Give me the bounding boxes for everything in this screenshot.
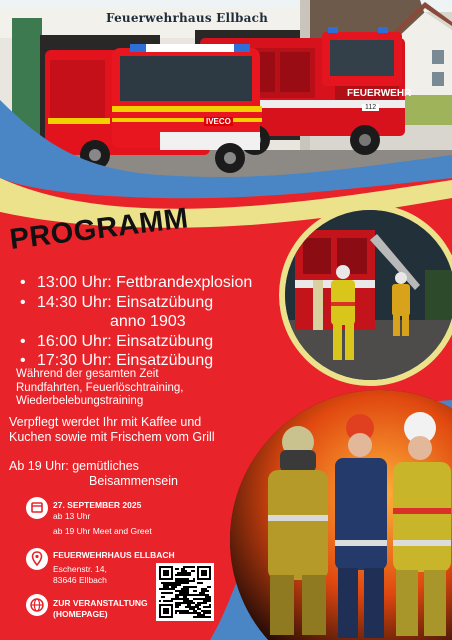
note-line: Während der gesamten Zeit: [16, 368, 159, 380]
program-item: [20, 312, 252, 332]
catering-note: [9, 415, 215, 445]
homepage-link-sublabel: (HOMEPAGE): [53, 609, 108, 619]
truck-plate: 112: [362, 104, 379, 111]
calendar-icon: [26, 497, 48, 519]
program-item: [20, 332, 252, 352]
program-item: [20, 293, 252, 313]
map-pin-icon: [26, 548, 48, 570]
location-street: Eschenstr. 14,: [53, 564, 107, 574]
building-sign: Feuerwehrhaus Ellbach: [106, 11, 269, 25]
catering-line: Verpflegt werdet Ihr mit Kaffee und: [9, 415, 202, 429]
bullet-icon: •: [20, 332, 26, 350]
training-illustration: [285, 210, 452, 380]
program-item-text: anno 1903: [110, 313, 186, 330]
bullet-icon: •: [20, 274, 26, 291]
event-date: 27. SEPTEMBER 2025: [53, 500, 142, 510]
truck-brand-label: IVECO: [206, 117, 231, 126]
program-item-text: 13:00 Uhr: Fettbrandexplosion: [37, 274, 253, 291]
bullet-icon: •: [20, 352, 26, 369]
event-time-start: ab 13 Uhr: [53, 511, 91, 521]
program-item: [20, 273, 252, 293]
location-city: 83646 Ellbach: [53, 575, 107, 585]
evening-note: [9, 459, 178, 489]
program-list: [20, 273, 252, 371]
catering-line: Kuchen sowie mit Frischem vom Grill: [9, 430, 215, 444]
location-title: FEUERWEHRHAUS ELLBACH: [53, 550, 175, 560]
homepage-link[interactable]: [53, 598, 148, 620]
program-item-text: 14:30 Uhr: Einsatzübung: [37, 293, 214, 311]
program-item-text: 16:00 Uhr: Einsatzübung: [37, 332, 214, 350]
note-line: Rundfahrten, Feuerlöschtraining,: [16, 381, 184, 394]
globe-icon[interactable]: [26, 594, 48, 616]
event-time-meet: ab 19 Uhr Meet and Greet: [53, 526, 152, 536]
note-line: Wiederbelebungstraining: [16, 395, 144, 407]
qr-code[interactable]: [156, 563, 214, 621]
training-photo: [285, 210, 452, 380]
bullet-icon: •: [20, 293, 26, 311]
evening-line: Beisammensein: [89, 474, 178, 488]
program-item-text: 17:30 Uhr: Einsatzübung: [37, 352, 214, 369]
truck-feuerwehr-label: FEUERWEHR: [347, 88, 412, 99]
homepage-link-label: ZUR VERANSTALTUNG: [53, 598, 148, 608]
program-note: [16, 368, 184, 409]
qr-code-image: [156, 563, 214, 621]
date-block: [53, 500, 152, 537]
evening-line: Ab 19 Uhr: gemütliches: [9, 459, 139, 473]
program-title: PROGRAMM: [7, 202, 191, 257]
